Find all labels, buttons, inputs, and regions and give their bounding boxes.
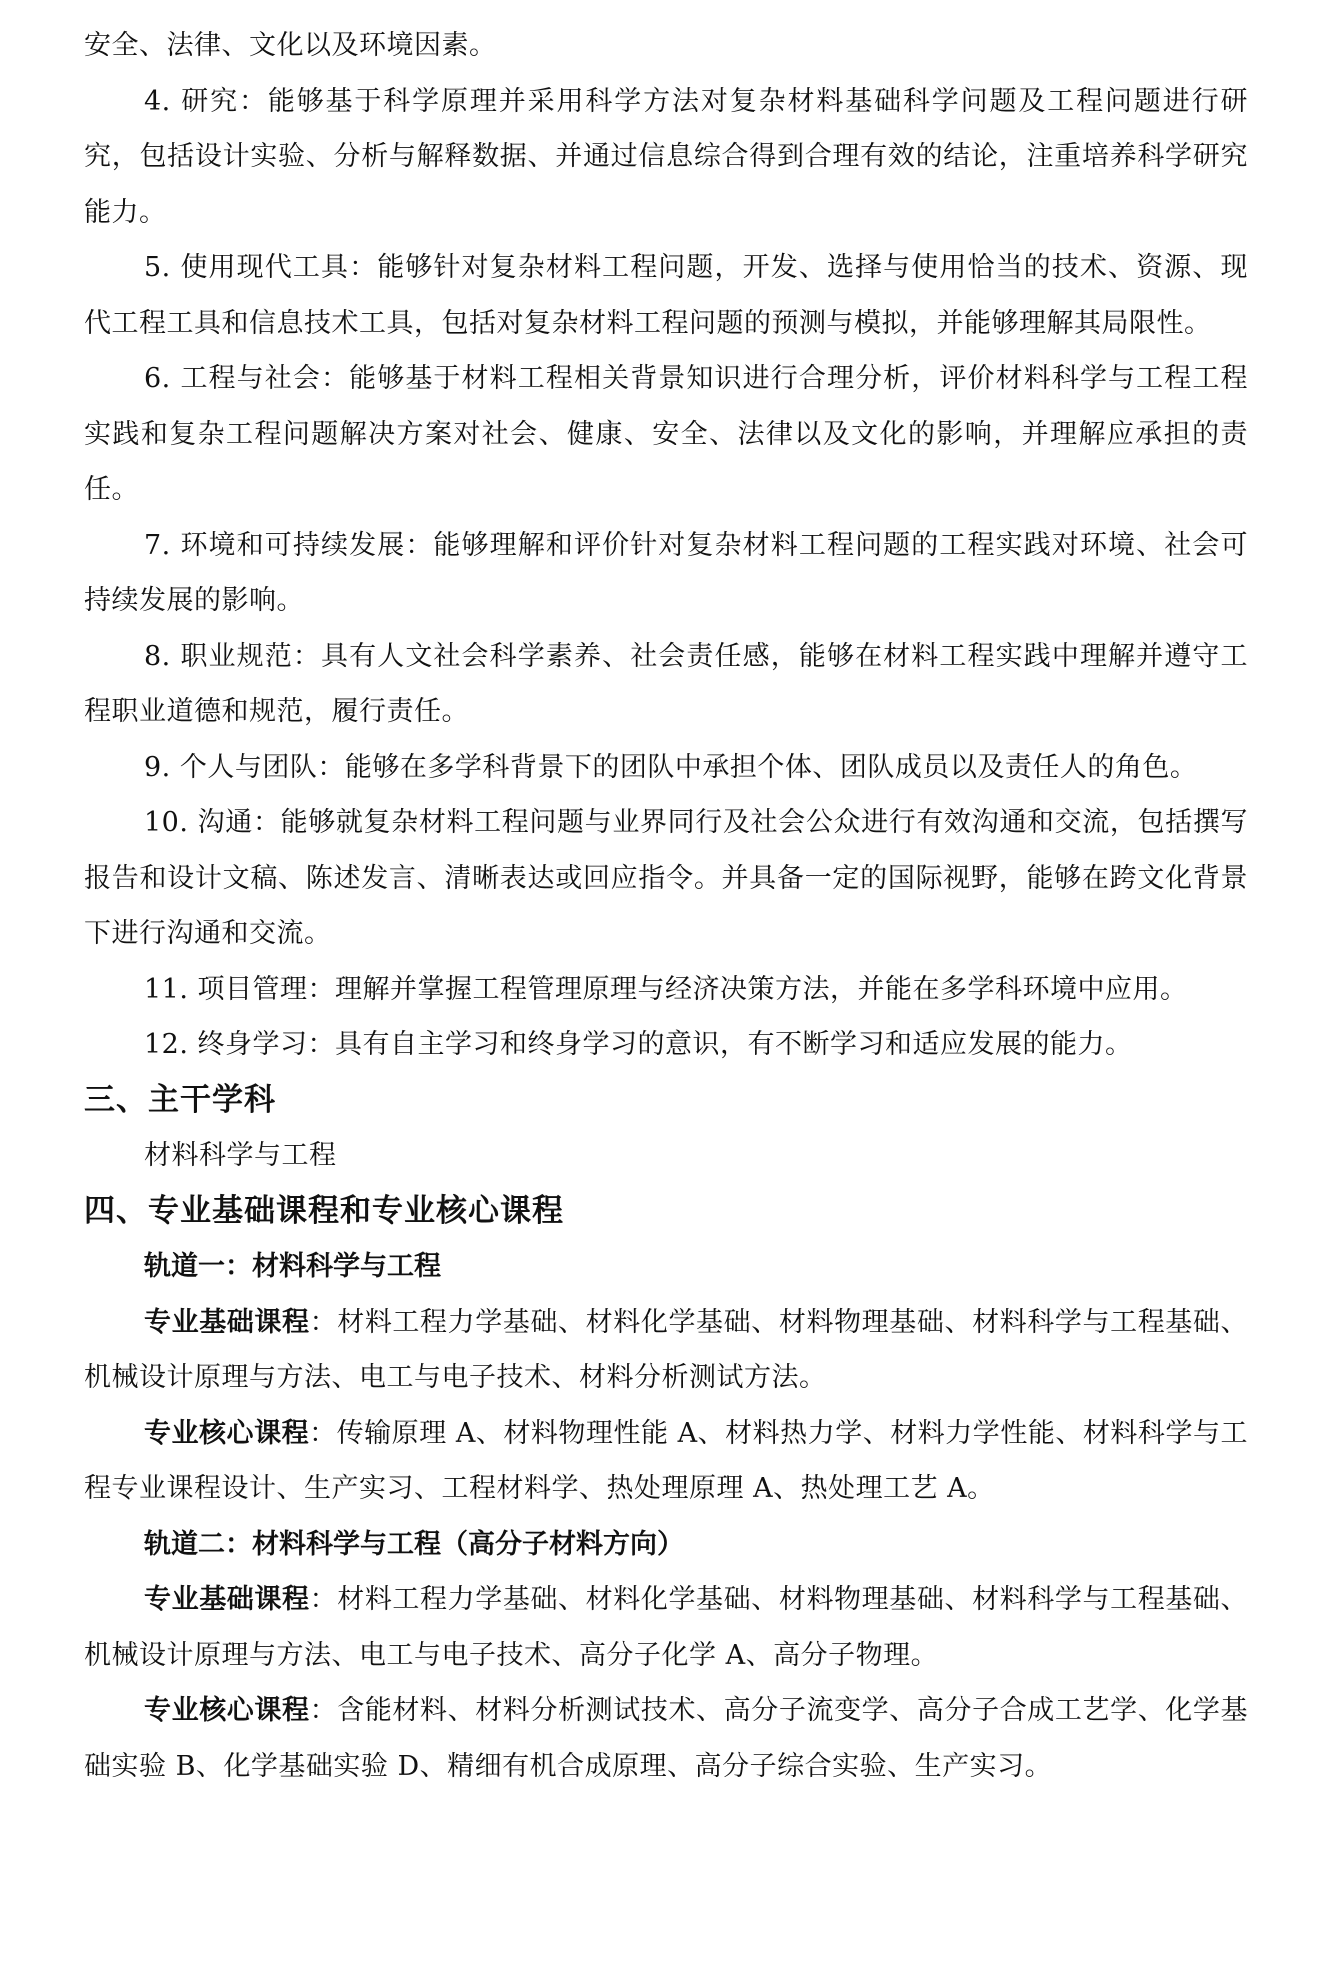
section-4-heading: 四、专业基础课程和专业核心课程 xyxy=(84,1192,564,1229)
foundation-label: 专业基础课程 xyxy=(144,1584,310,1615)
foundation-text: ：材料工程力学基础、材料化学基础、材料物理基础、材料科学与工程基础、机械设计原理与方法、电工与电子技术、材料分析测试方法。 xyxy=(84,1306,1249,1393)
foundation-text: ：材料工程力学基础、材料化学基础、材料物理基础、材料科学与工程基础、机械设计原理与方法、电工与电子技术、高分子化学 A、高分子物理。 xyxy=(84,1584,1249,1671)
core-label: 专业核心课程 xyxy=(144,1417,310,1449)
track-1-foundation-courses xyxy=(84,1295,1248,1406)
core-text: ：含能材料、材料分析测试技术、高分子流变学、高分子合成工艺学、化学基础实验 B、化学基础实验 D、精细有机合成原理、高分子综合实验、生产实习。 xyxy=(84,1695,1249,1782)
outcome-7-environment: 7. 环境和可持续发展：能够理解和评价针对复杂材料工程问题的工程实践对环境、社会可持续发展的影响。 xyxy=(84,529,1248,616)
track-2-foundation-courses xyxy=(84,1572,1248,1683)
outcome-8-professional-norms: 8. 职业规范：具有人文社会科学素养、社会责任感，能够在材料工程实践中理解并遵守工程职业道德和规范，履行责任。 xyxy=(84,640,1248,727)
paragraph-continuation: 安全、法律、文化以及环境因素。 xyxy=(84,30,497,61)
track-1-core-courses xyxy=(84,1406,1248,1517)
outcome-10-communication: 10. 沟通：能够就复杂材料工程问题与业界同行及社会公众进行有效沟通和交流，包括撰写报告和设计文稿、陈述发言、清晰表达或回应指令。并具备一定的国际视野，能够在跨文化背景下进行沟通和交流。 xyxy=(84,807,1248,949)
track-1-title: 轨道一：材料科学与工程 xyxy=(144,1251,441,1282)
outcome-12-lifelong-learning: 12. 终身学习：具有自主学习和终身学习的意识，有不断学习和适应发展的能力。 xyxy=(144,1029,1133,1060)
core-text: ：传输原理 A、材料物理性能 A、材料热力学、材料力学性能、材料科学与工程专业课程设计、生产实习、工程材料学、热处理原理 A、热处理工艺 A。 xyxy=(84,1417,1248,1504)
section-3-heading: 三、主干学科 xyxy=(84,1081,276,1118)
outcome-6-engineering-society: 6. 工程与社会：能够基于材料工程相关背景知识进行合理分析，评价材料科学与工程工程实践和复杂工程问题解决方案对社会、健康、安全、法律以及文化的影响，并理解应承担的责任。 xyxy=(84,363,1248,505)
core-label: 专业核心课程 xyxy=(144,1695,310,1726)
outcome-9-teamwork: 9. 个人与团队：能够在多学科背景下的团队中承担个体、团队成员以及责任人的角色。 xyxy=(144,751,1198,783)
outcome-11-project-management: 11. 项目管理：理解并掌握工程管理原理与经济决策方法，并能在多学科环境中应用。 xyxy=(144,973,1188,1005)
outcome-5-modern-tools: 5. 使用现代工具：能够针对复杂材料工程问题，开发、选择与使用恰当的技术、资源、现代工程工具和信息技术工具，包括对复杂材料工程问题的预测与模拟，并能够理解其局限性。 xyxy=(84,252,1248,339)
track-2-core-courses xyxy=(84,1683,1248,1794)
foundation-label: 专业基础课程 xyxy=(144,1306,310,1338)
section-3-content: 材料科学与工程 xyxy=(144,1140,337,1171)
outcome-4-research: 4. 研究：能够基于科学原理并采用科学方法对复杂材料基础科学问题及工程问题进行研究，包括设计实验、分析与解释数据、并通过信息综合得到合理有效的结论，注重培养科学研究能力。 xyxy=(84,85,1248,228)
track-2-title: 轨道二：材料科学与工程（高分子材料方向） xyxy=(144,1528,684,1560)
document-page xyxy=(84,18,1248,1794)
